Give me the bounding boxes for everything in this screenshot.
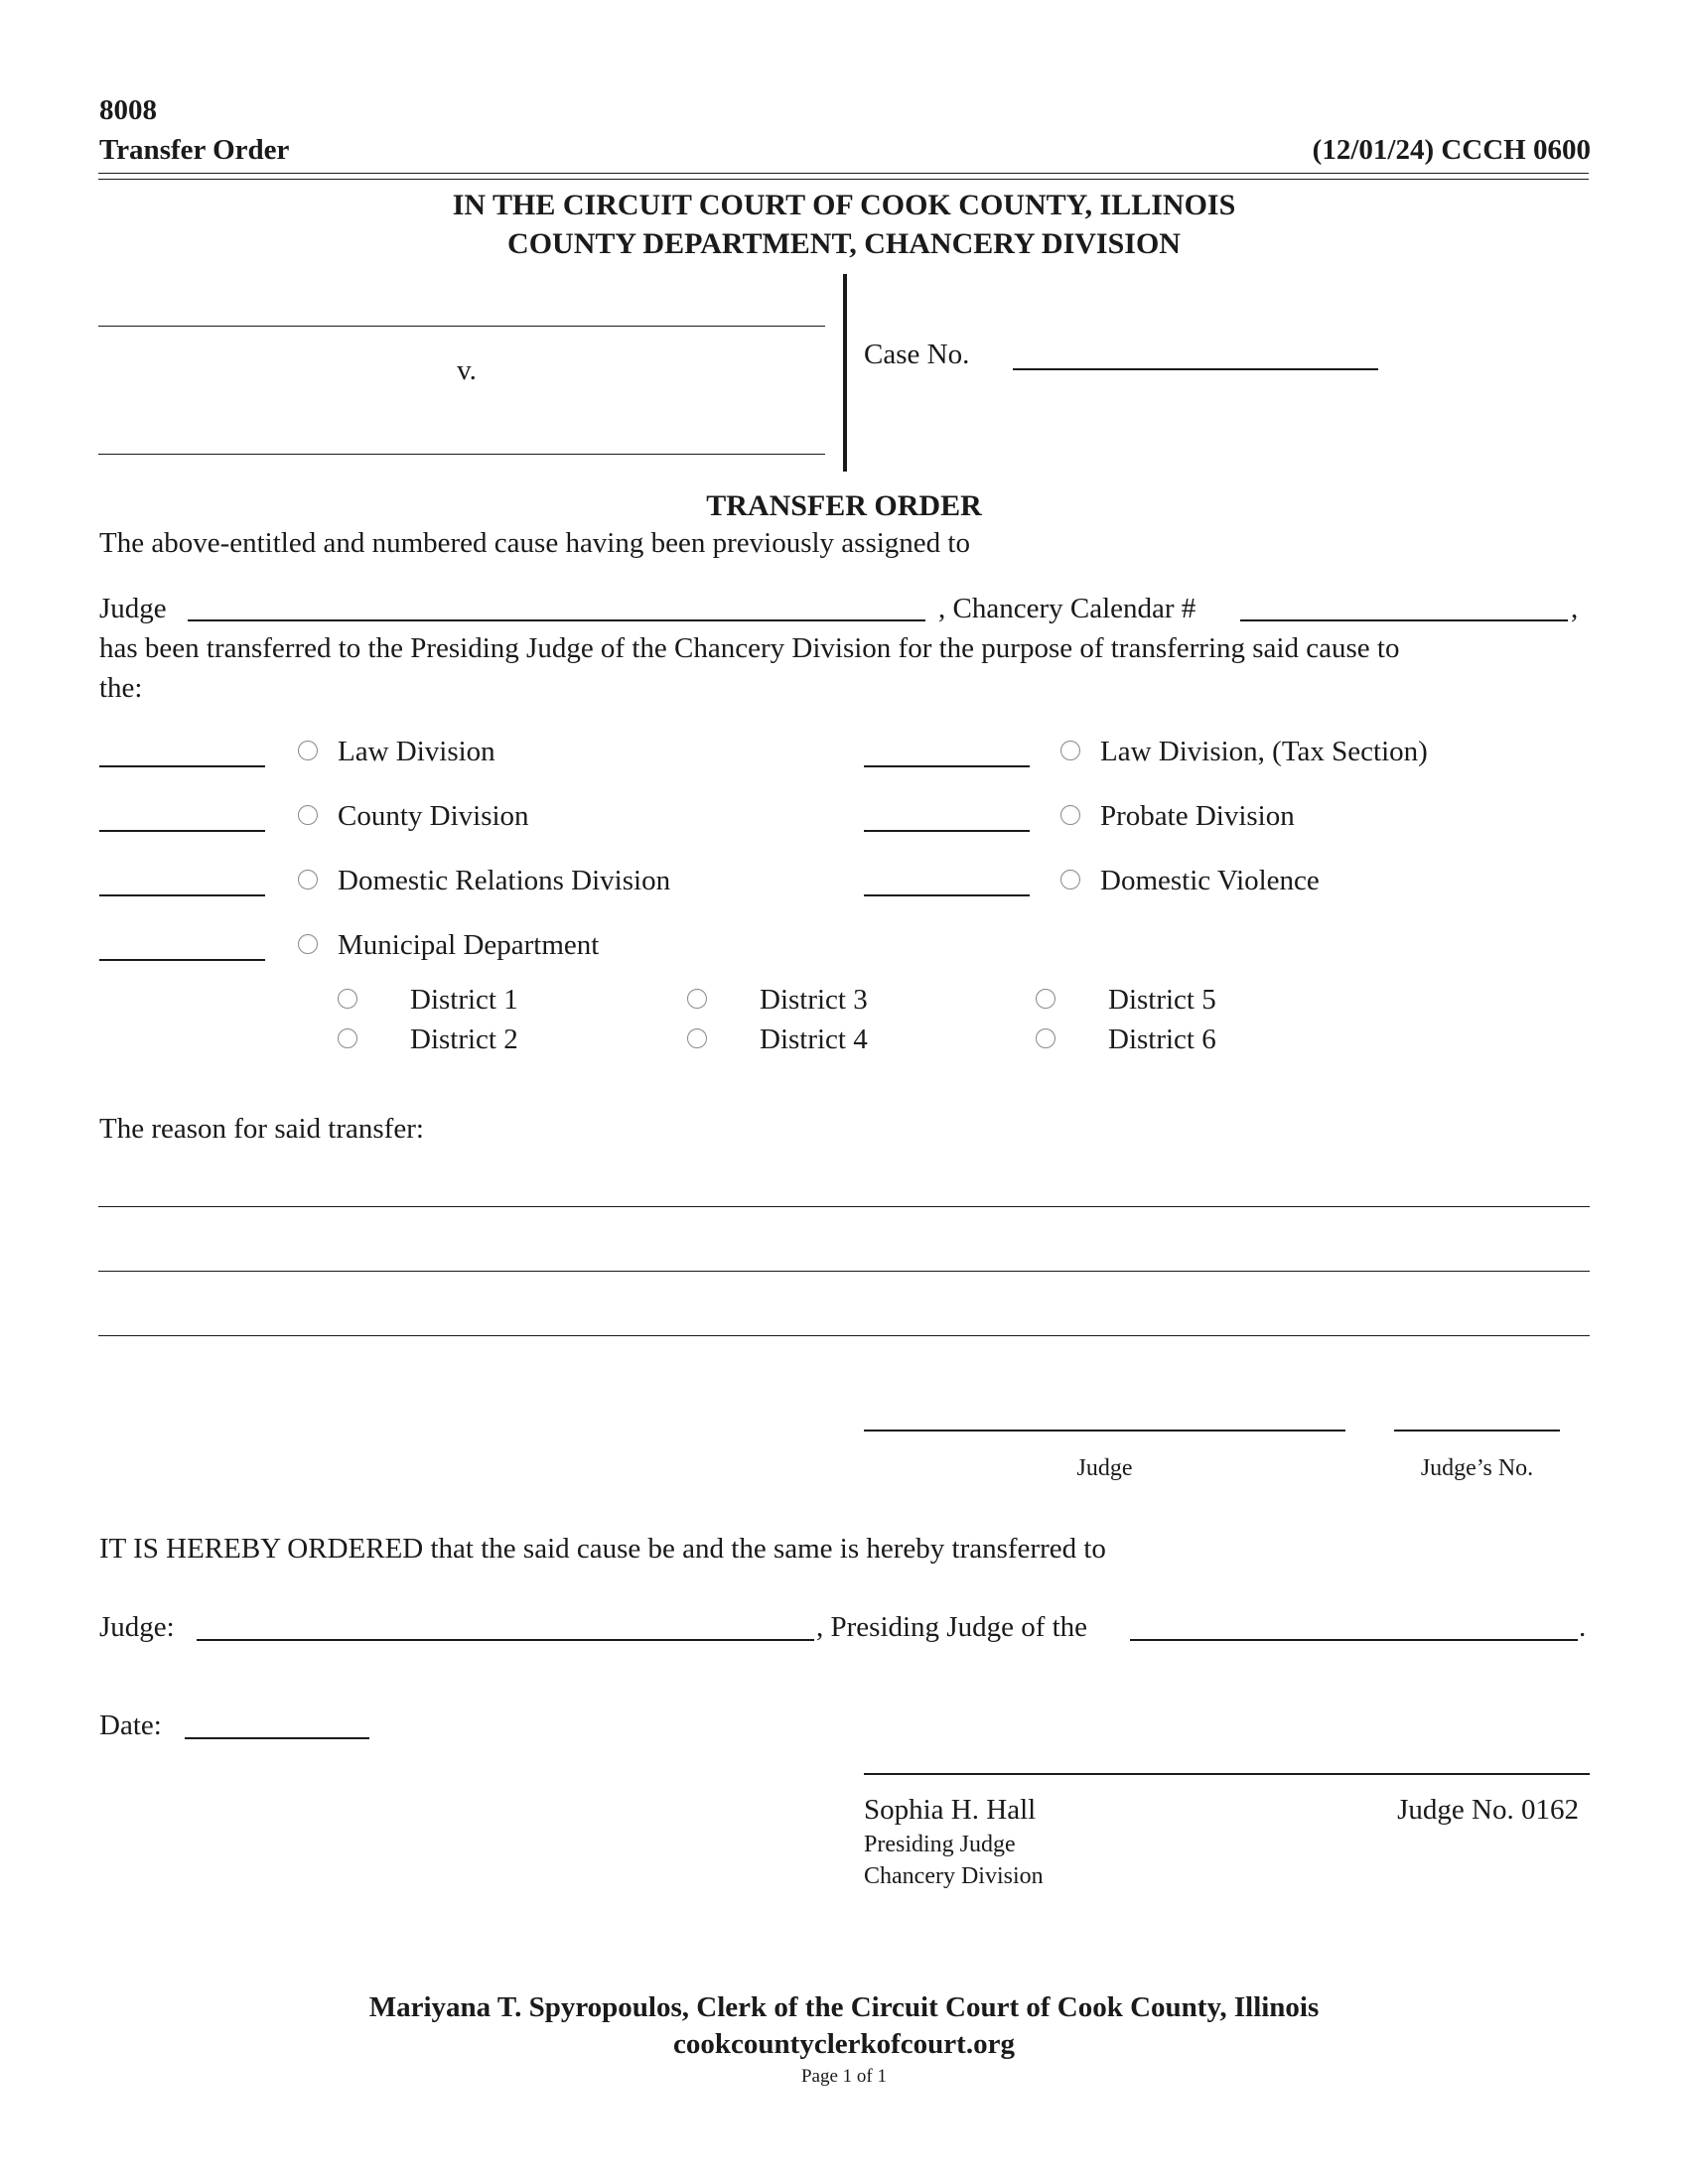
domestic-relations-blank[interactable] [99,894,265,896]
district-6-label: District 6 [1108,1024,1216,1055]
district-3-radio[interactable] [687,989,707,1009]
law-division-label: Law Division [338,736,495,767]
domestic-violence-radio[interactable] [1060,870,1080,889]
presiding-judge-title: Presiding Judge [864,1832,1016,1857]
district-3-label: District 3 [760,984,868,1016]
judges-no-line[interactable] [1394,1430,1560,1432]
county-division-blank[interactable] [99,830,265,832]
presiding-judge-label: , Presiding Judge of the [816,1611,1088,1643]
court-line-2: COUNTY DEPARTMENT, CHANCERY DIVISION [507,227,1181,260]
domestic-violence-blank[interactable] [864,894,1030,896]
district-2-label: District 2 [410,1024,518,1055]
case-no-label: Case No. [864,339,970,370]
presiding-division-field[interactable] [1130,1639,1578,1641]
presiding-judge-name: Sophia H. Hall [864,1794,1037,1826]
form-name: Transfer Order [99,134,290,166]
district-5-label: District 5 [1108,984,1216,1016]
footer-clerk: Mariyana T. Spyropoulos, Clerk of the Circuit Court of Cook County, Illinois [368,1991,1320,2023]
probate-division-blank[interactable] [864,830,1030,832]
calendar-comma: , [1571,593,1579,624]
order-judge-field[interactable] [197,1639,814,1641]
reason-line-1[interactable] [98,1206,1590,1207]
district-4-label: District 4 [760,1024,868,1055]
assigned-judge-field[interactable] [188,619,925,621]
reason-line-3[interactable] [98,1335,1590,1336]
chancery-calendar-label: , Chancery Calendar # [938,593,1196,624]
reason-label: The reason for said transfer: [99,1113,424,1145]
case-no-field[interactable] [1013,368,1378,370]
document-title: TRANSFER ORDER [706,489,982,522]
district-1-label: District 1 [410,984,518,1016]
tax-section-label: Law Division, (Tax Section) [1100,736,1428,767]
judge-label: Judge [99,593,167,624]
order-judge-label: Judge: [99,1611,175,1643]
district-5-radio[interactable] [1036,989,1055,1009]
caption-divider [843,274,847,472]
judges-no-label: Judge’s No. [1420,1455,1534,1481]
intro-line-3: has been transferred to the Presiding Judge of the Chancery Division for the purpose of transferring said cause to [99,632,1400,664]
probate-division-label: Probate Division [1100,800,1295,832]
district-6-radio[interactable] [1036,1028,1055,1048]
county-division-label: County Division [338,800,529,832]
footer-page-number: Page 1 of 1 [800,2066,887,2087]
header-rule-bottom [98,179,1589,180]
domestic-relations-radio[interactable] [298,870,318,889]
reason-line-2[interactable] [98,1271,1590,1272]
footer-website[interactable]: cookcountyclerkofcourt.org [673,2028,1015,2060]
order-period: . [1579,1611,1587,1643]
date-label: Date: [99,1709,162,1741]
versus-label: v. [457,354,477,386]
plaintiff-line[interactable] [98,326,825,327]
judge-signature-line[interactable] [864,1430,1345,1432]
defendant-line[interactable] [98,454,825,455]
municipal-department-radio[interactable] [298,934,318,954]
presiding-judge-signature-line[interactable] [864,1773,1590,1775]
probate-division-radio[interactable] [1060,805,1080,825]
county-division-radio[interactable] [298,805,318,825]
header-rule-top [98,173,1589,174]
presiding-judge-division: Chancery Division [864,1863,1044,1889]
chancery-calendar-field[interactable] [1240,619,1568,621]
municipal-department-label: Municipal Department [338,929,600,961]
law-division-radio[interactable] [298,741,318,760]
order-text: IT IS HEREBY ORDERED that the said cause be and the same is hereby transferred to [99,1533,1106,1565]
date-field[interactable] [185,1737,369,1739]
district-1-radio[interactable] [338,989,357,1009]
court-line-1: IN THE CIRCUIT COURT OF COOK COUNTY, ILLINOIS [452,189,1236,221]
tax-section-radio[interactable] [1060,741,1080,760]
intro-line-1: The above-entitled and numbered cause having been previously assigned to [99,527,970,559]
tax-section-blank[interactable] [864,765,1030,767]
presiding-judge-number: Judge No. 0162 [1397,1794,1579,1826]
domestic-violence-label: Domestic Violence [1100,865,1320,896]
district-4-radio[interactable] [687,1028,707,1048]
form-number: 8008 [99,94,157,126]
district-2-radio[interactable] [338,1028,357,1048]
domestic-relations-label: Domestic Relations Division [338,865,671,896]
law-division-blank[interactable] [99,765,265,767]
judge-signature-label: Judge [1076,1455,1133,1481]
municipal-department-blank[interactable] [99,959,265,961]
form-revision: (12/01/24) CCCH 0600 [1312,134,1591,166]
intro-line-4: the: [99,672,143,704]
